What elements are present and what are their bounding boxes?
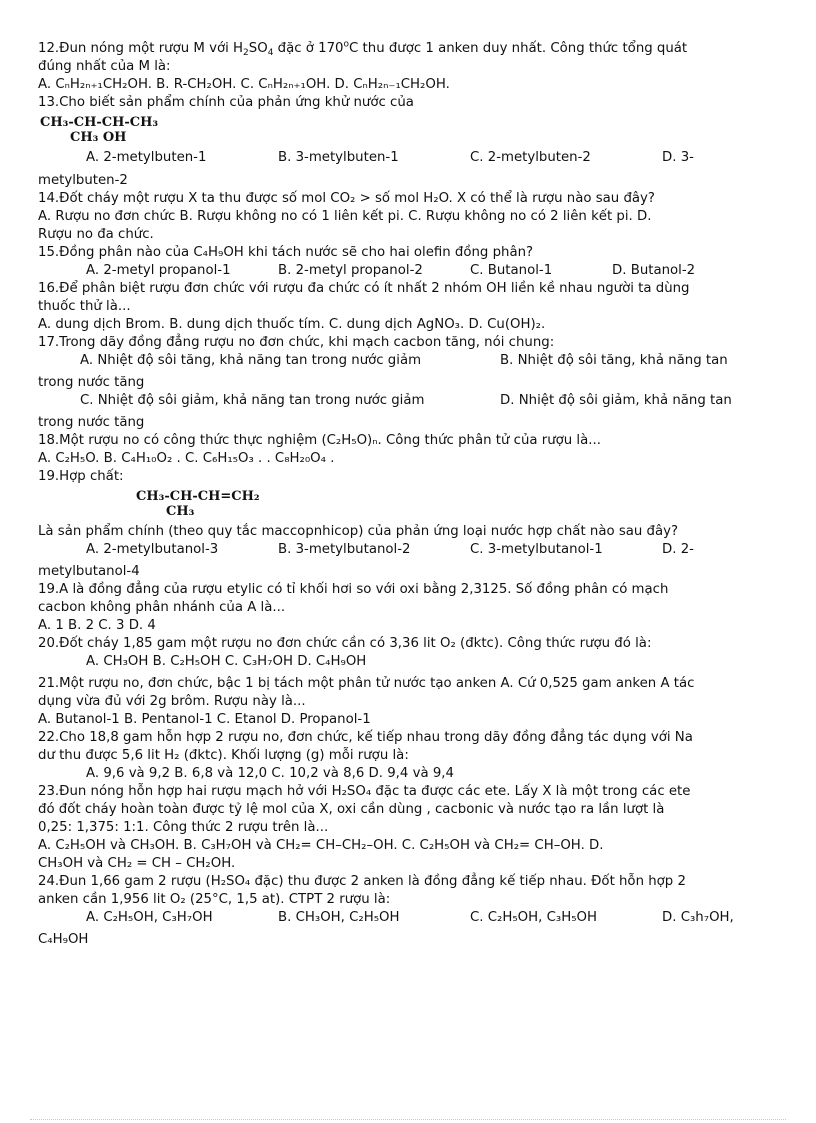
q13-formula-substituents: CH₃ OH [70,130,127,145]
page-bottom-rule [30,1119,786,1120]
q18-options: A. C₂H₅O. B. C₄H₁₀O₂ . C. C₆H₁₅O₃ . . C₈H₂₀O₄ . [38,451,335,466]
q19a-formula-substituent: CH₃ [166,504,195,519]
q12-stem-line2: đúng nhất của M là: [38,59,171,74]
q18-stem: 18.Một rượu no có công thức thực nghiệm (C₂H₅O)ₙ. Công thức phân tử của rượu là... [38,433,601,448]
q22-options: A. 9,6 và 9,2 B. 6,8 và 12,0 C. 10,2 và 8,6 D. 9,4 và 9,4 [86,766,454,781]
q21-options: A. Butanol-1 B. Pentanol-1 C. Etanol D. Propanol-1 [38,712,371,727]
q13-option-d-cont: metylbuten-2 [38,173,128,188]
q13-stem: 13.Cho biết sản phẩm chính của phản ứng khử nước của [38,95,414,110]
q13-structural-formula [40,115,778,145]
q17-option-d: D. Nhiệt độ sôi giảm, khả năng tan [500,393,732,408]
q22-stem-line1: 22.Cho 18,8 gam hỗn hợp 2 rượu no, đơn chức, kế tiếp nhau trong dãy đồng đẳng tác dụng với Na [38,730,693,745]
q15-option-b: B. 2-metyl propanol-2 [278,263,423,278]
q23-stem-line1: 23.Đun nóng hỗn hợp hai rượu mạch hở với H₂SO₄ đặc ta được các ete. Lấy X là một trong các ete [38,784,691,799]
q17-option-b: B. Nhiệt độ sôi tăng, khả năng tan [500,353,728,368]
q24-option-a: A. C₂H₅OH, C₃H₇OH [86,910,213,925]
q14-stem: 14.Đốt cháy một rượu X ta thu được số mol CO₂ > số mol H₂O. X có thể là rượu nào sau đây? [38,191,655,206]
q15-option-a: A. 2-metyl propanol-1 [86,263,231,278]
q19a-option-d-cont: metylbutanol-4 [38,564,140,579]
q12-stem-line1: 12.Đun nóng một rượu M với $H_2SO_4$ đặc ở 170$^o$C thu được 1 anken duy nhất. Công thức tổng quát [38,39,688,58]
q17-option-a: A. Nhiệt độ sôi tăng, khả năng tan trong nước giảm [80,353,422,368]
q24-stem-line1: 24.Đun 1,66 gam 2 rượu (H₂SO₄ đặc) thu được 2 anken là đồng đẳng kế tiếp nhau. Đốt hỗn hợp 2 [38,874,686,889]
q17-option-b-cont: trong nước tăng [38,375,145,390]
q12-options: A. CₙH₂ₙ₊₁CH₂OH. B. R-CH₂OH. C. CₙH₂ₙ₊₁OH. D. CₙH₂ₙ₋₁CH₂OH. [38,77,450,92]
q17-option-d-cont: trong nước tăng [38,415,145,430]
q19b-stem-line2: cacbon không phân nhánh của A là... [38,600,286,615]
worksheet-page [38,40,778,949]
q16-stem-line1: 16.Để phân biệt rượu đơn chức với rượu đa chức có ít nhất 2 nhóm OH liền kề nhau người ta dùng [38,281,690,296]
q13-option-c: C. 2-metylbuten-2 [470,150,591,165]
q19a-option-d: D. 2- [662,542,694,557]
q19a-structural-formula [136,489,778,519]
q17-options-row2 [38,392,778,410]
q24-option-d: D. C₃h₇OH, [662,910,734,925]
q19a-stem: 19.Hợp chất: [38,469,124,484]
q13-option-a: A. 2-metylbuten-1 [86,150,207,165]
q19a-options [38,541,778,559]
q19a-option-c: C. 3-metylbutanol-1 [470,542,603,557]
q14-options-line2: Rượu no đa chức. [38,227,154,242]
q16-stem-line2: thuốc thử là... [38,299,131,314]
q15-option-d: D. Butanol-2 [612,263,696,278]
q19b-stem-line1: 19.A là đồng đẳng của rượu etylic có tỉ khối hơi so với oxi bằng 2,3125. Số đồng phân có mạch [38,582,669,597]
q24-stem-line2: anken cần 1,956 lit O₂ (25°C, 1,5 at). CTPT 2 rượu là: [38,892,391,907]
q13-option-b: B. 3-metylbuten-1 [278,150,399,165]
q13-formula-main: CH₃-CH-CH-CH₃ [40,115,159,130]
q23-stem-line2: đó đốt cháy hoàn toàn được tỷ lệ mol của X, oxi cần dùng , cacbonic và nước tạo ra lần lượt là [38,802,665,817]
q15-option-c: C. Butanol-1 [470,263,553,278]
q24-option-c: C. C₂H₅OH, C₃H₅OH [470,910,598,925]
q13-options [38,149,778,167]
q19b-options: A. 1 B. 2 C. 3 D. 4 [38,618,156,633]
q23-stem-line3: 0,25: 1,375: 1:1. Công thức 2 rượu trên là... [38,820,329,835]
q14-options-line1: A. Rượu no đơn chức B. Rượu không no có 1 liên kết pi. C. Rượu không no có 2 liên kết pi. D. [38,209,652,224]
q20-options: A. CH₃OH B. C₂H₅OH C. C₃H₇OH D. C₄H₉OH [86,654,367,669]
q21-stem-line1: 21.Một rượu no, đơn chức, bậc 1 bị tách một phân tử nước tạo anken A. Cứ 0,525 gam anken A tác [38,676,695,691]
q20-stem: 20.Đốt cháy 1,85 gam một rượu no đơn chức cần có 3,36 lit O₂ (đktc). Công thức rượu đó là: [38,636,652,651]
q19a-question: Là sản phẩm chính (theo quy tắc maccopnhicop) của phản ứng loại nước hợp chất nào sau đây? [38,524,679,539]
q17-stem: 17.Trong dãy đồng đẳng rượu no đơn chức, khi mạch cacbon tăng, nói chung: [38,335,555,350]
q19a-option-a: A. 2-metylbutanol-3 [86,542,219,557]
q15-stem: 15.Đồng phân nào của C₄H₉OH khi tách nước sẽ cho hai olefin đồng phân? [38,245,534,260]
q17-option-c: C. Nhiệt độ sôi giảm, khả năng tan trong nước giảm [80,393,425,408]
q19a-formula-main: CH₃-CH-CH=CH₂ [136,489,260,504]
q24-option-d-cont: C₄H₉OH [38,932,89,947]
q23-options-line1: A. C₂H₅OH và CH₃OH. B. C₃H₇OH và CH₂= CH–CH₂–OH. C. C₂H₅OH và CH₂= CH–OH. D. [38,838,604,853]
q21-stem-line2: dụng vừa đủ với 2g brôm. Rượu này là... [38,694,306,709]
q24-options [38,909,778,927]
q22-stem-line2: dư thu được 5,6 lit H₂ (đktc). Khối lượng (g) mỗi rượu là: [38,748,409,763]
q17-options-row1 [38,352,778,370]
q15-options [38,262,778,280]
q24-option-b: B. CH₃OH, C₂H₅OH [278,910,400,925]
q23-options-line2: CH₃OH và CH₂ = CH – CH₂OH. [38,856,236,871]
q19a-option-b: B. 3-metylbutanol-2 [278,542,411,557]
q13-option-d: D. 3- [662,150,694,165]
q16-options: A. dung dịch Brom. B. dung dịch thuốc tím. C. dung dịch AgNO₃. D. Cu(OH)₂. [38,317,546,332]
